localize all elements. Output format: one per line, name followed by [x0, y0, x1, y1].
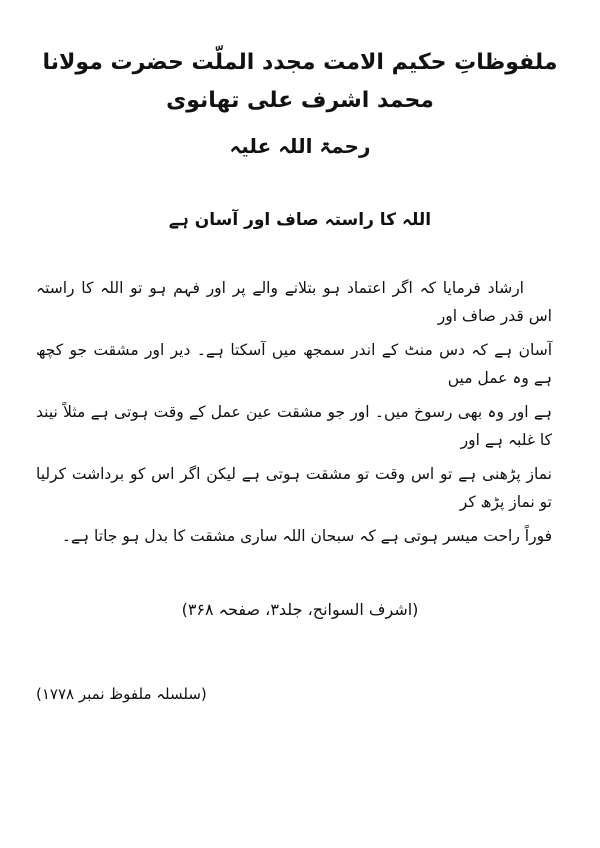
body-line: ارشاد فرمایا کہ اگر اعتماد ہو بتلانے والے پر اور فہم ہو تو اللہ کا راستہ اس قدر صاف اور — [36, 279, 552, 325]
body-text — [36, 274, 564, 556]
serial-number-row — [36, 680, 564, 708]
serial-number: (سلسلہ ملفوظ نمبر ۱۷۷۸) — [36, 685, 207, 703]
body-line: آسان ہے کہ دس منٹ کے اندر سمجھ میں آسکتا ہے۔ دیر اور مشقت جو کچھ ہے وہ عمل میں — [36, 341, 552, 387]
body-line: نماز پڑھنی ہے تو اس وقت تو مشقت ہوتی ہے لیکن اگر اس کو برداشت کرلیا تو نماز پڑھ کر — [36, 465, 552, 511]
source-citation: (اشرف السوانح، جلد۳، صفحہ ۳۶۸) — [181, 600, 419, 619]
section-heading: اللہ کا راستہ صاف اور آسان ہے — [168, 210, 432, 230]
body-line: ہے اور وہ بھی رسوخ میں۔ اور جو مشقت عین عمل کے وقت ہوتی ہے مثلاً نیند کا غلبہ ہے اور — [36, 403, 552, 449]
document-title: ملفوظاتِ حکیم الامت مجدد الملّت حضرت مولانا محمد اشرف علی تھانوی — [42, 50, 558, 113]
body-line: فوراً راحت میسر ہوتی ہے کہ سبحان اللہ ساری مشقت کا بدل ہو جاتا ہے۔ — [61, 527, 552, 545]
document-subtitle: رحمۃ اللہ علیہ — [229, 134, 371, 158]
